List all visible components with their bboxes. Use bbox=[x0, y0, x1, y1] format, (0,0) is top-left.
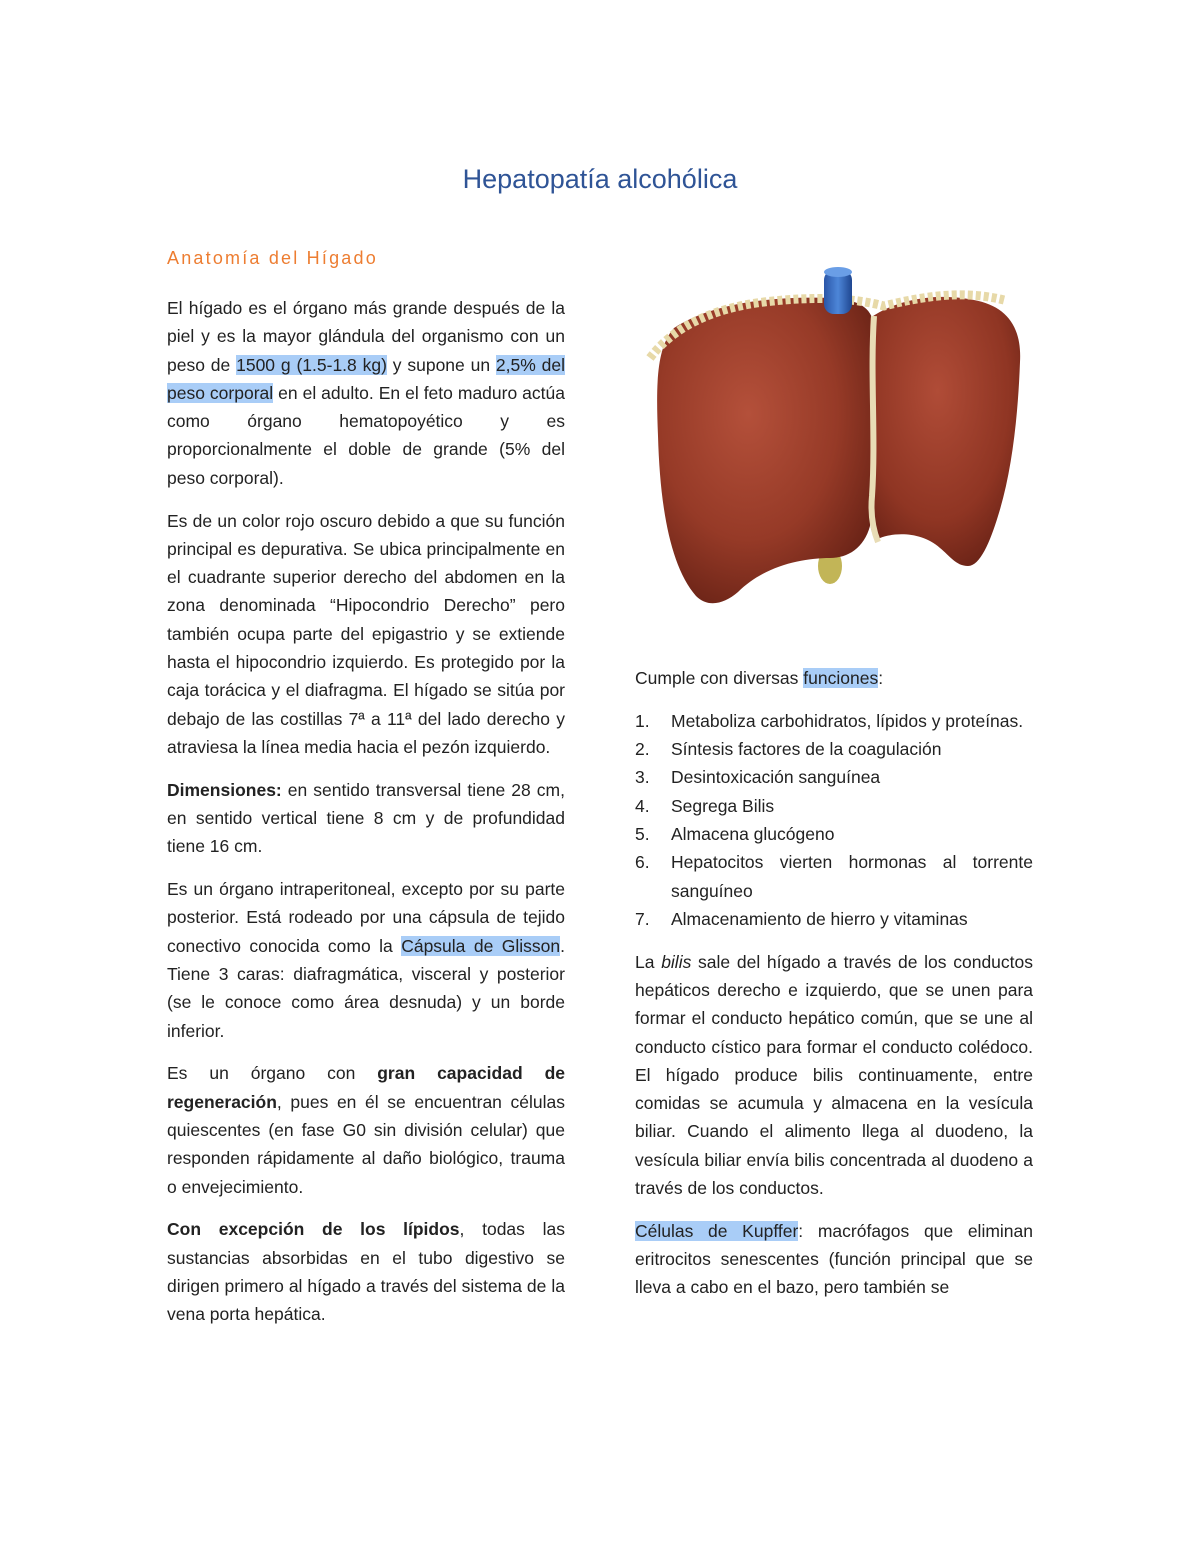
paragraph-location: Es de un color rojo oscuro debido a que su función principal es depurativa. Se ubica principalmente en el cuadrante superior derecho del abdomen en la zona denominada “Hipocondrio Derecho” pero también ocupa parte del epigastrio y se extiende hasta el hipocondrio izquierdo. Es protegido por la caja torácica y el diafragma. El hígado se sitúa por debajo de las costillas 7ª a 11ª del lado derecho y atraviesa la línea media hacia el pezón izquierdo. bbox=[167, 510, 565, 757]
text-run: y supone un bbox=[386, 354, 496, 375]
paragraph-bilis bbox=[635, 948, 1033, 1203]
list-item bbox=[635, 735, 1033, 763]
list-text: Hepatocitos vierten hormonas al torrente sanguíneo bbox=[671, 852, 1033, 901]
text-run: , pues en él se encuentran células quiescentes (en fase G0 sin división celular) que responden rápidamente al daño biológico, trauma o envejecimiento. bbox=[167, 1091, 565, 1197]
list-text: Síntesis factores de la coagulación bbox=[671, 739, 942, 760]
text-run: Es un órgano con bbox=[167, 1063, 378, 1084]
right-column bbox=[635, 664, 1033, 1316]
text-run: Es un órgano intraperitoneal, excepto por su parte posterior. Está rodeado por una cápsula de tejido conectivo conocida como la bbox=[167, 879, 565, 956]
list-number: 3. bbox=[635, 767, 650, 788]
paragraph-regeneration bbox=[167, 1059, 565, 1200]
highlight-glisson: Cápsula de Glisson bbox=[401, 935, 561, 956]
list-item bbox=[635, 763, 1033, 791]
highlight-funciones: funciones bbox=[803, 668, 879, 688]
list-text: Segrega Bilis bbox=[671, 795, 775, 816]
document-title: Hepatopatía alcohólica bbox=[462, 164, 738, 194]
list-number: 2. bbox=[635, 739, 650, 760]
list-number: 4. bbox=[635, 795, 650, 816]
text-run: La bbox=[635, 951, 662, 972]
text-run: Cumple con diversas bbox=[635, 668, 804, 688]
bilis-italic: bilis bbox=[661, 951, 692, 972]
text-run: en el adulto. En el feto maduro actúa como órgano hematopoyético y es proporcionalmente el doble de grande (5% del peso corporal). bbox=[167, 382, 565, 488]
functions-intro bbox=[635, 664, 1033, 692]
list-item bbox=[635, 792, 1033, 820]
text-run: sale del hígado a través de los conductos hepáticos derecho e izquierdo, que se unen para formar el conducto hepático común, que se une al conducto cístico para formar el conducto colédoco. El hígado produce bilis continuamente, entre comidas se acumula y almacena en la vesícula biliar. Cuando el alimento llega al duodeno, la vesícula biliar envía bilis concentrada al duodeno a través de los conductos. bbox=[635, 951, 1033, 1199]
list-item bbox=[635, 848, 1033, 905]
highlight-percent: 2,5% del peso corporal bbox=[167, 354, 566, 403]
list-number: 5. bbox=[635, 823, 650, 844]
list-text: Almacenamiento de hierro y vitaminas bbox=[671, 908, 968, 929]
list-number: 7. bbox=[635, 908, 650, 929]
list-text: Almacena glucógeno bbox=[671, 823, 835, 844]
liver-illustration-icon bbox=[634, 266, 1028, 622]
list-item bbox=[635, 707, 1033, 735]
text-run: : bbox=[878, 668, 884, 688]
paragraph-dimensions bbox=[167, 776, 565, 861]
functions-list bbox=[635, 707, 1033, 933]
highlight-kupffer: Células de Kupffer bbox=[635, 1220, 799, 1241]
paragraph-capsule bbox=[167, 875, 565, 1045]
list-text: Desintoxicación sanguínea bbox=[671, 767, 881, 788]
text-run: : macrófagos que eliminan eritrocitos senescentes (función principal que se lleva a cabo en el bazo, pero también se bbox=[635, 1220, 1033, 1298]
text-run: El hígado es el órgano más grande después de la piel y es la mayor glándula del organismo con un peso de bbox=[167, 298, 565, 375]
section-heading: Anatomía del Hígado bbox=[167, 248, 378, 268]
regeneration-bold: gran capacidad de regeneración bbox=[167, 1063, 565, 1112]
list-number: 1. bbox=[635, 710, 650, 731]
paragraph-portal bbox=[167, 1215, 565, 1328]
list-number: 6. bbox=[635, 852, 650, 873]
dimensions-label: Dimensiones: bbox=[167, 779, 282, 800]
list-item bbox=[635, 905, 1033, 933]
text-run: . Tiene 3 caras: diafragmática, visceral y posterior (se le conoce como área desnuda) y un borde inferior. bbox=[167, 935, 566, 1041]
text-run: en sentido transversal tiene 28 cm, en sentido vertical tiene 8 cm y de profundidad tiene 16 cm. bbox=[167, 779, 565, 857]
paragraph-weight bbox=[167, 294, 565, 492]
liver-image bbox=[634, 266, 1028, 622]
list-text: Metaboliza carbohidratos, lípidos y proteínas. bbox=[671, 710, 1024, 731]
left-column bbox=[167, 244, 565, 1343]
paragraph-kupffer bbox=[635, 1217, 1033, 1302]
text-run: , todas las sustancias absorbidas en el tubo digestivo se dirigen primero al hígado a través del sistema de la vena porta hepática. bbox=[167, 1219, 565, 1325]
lipids-bold: Con excepción de los lípidos bbox=[167, 1219, 460, 1240]
highlight-weight: 1500 g (1.5-1.8 kg) bbox=[236, 354, 387, 375]
list-item bbox=[635, 820, 1033, 848]
